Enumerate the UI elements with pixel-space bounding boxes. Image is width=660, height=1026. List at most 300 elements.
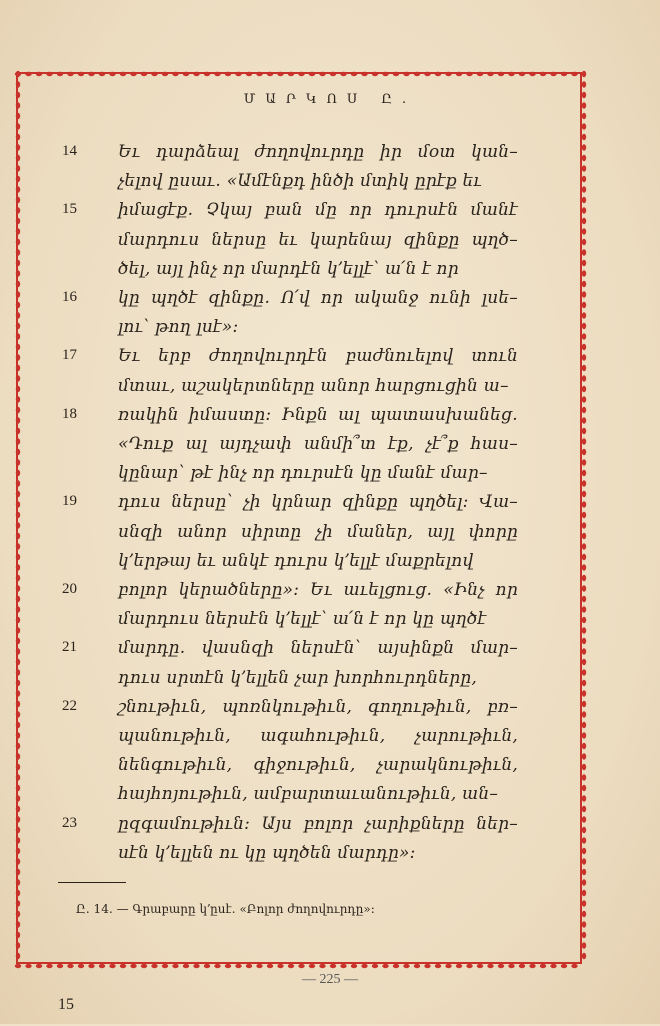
border-ornament-right — [582, 690, 586, 696]
border-ornament-bottom — [477, 964, 483, 968]
border-ornament-top — [78, 72, 84, 76]
border-ornament-right — [582, 564, 586, 570]
border-ornament-left — [16, 228, 20, 234]
verse-line: կընար՝ թէ ինչ որ դուրսէն կը մանէ մար– — [118, 463, 488, 484]
border-ornament-left — [16, 375, 20, 381]
border-ornament-top — [120, 72, 126, 76]
border-ornament-left — [16, 900, 20, 906]
border-ornament-left — [16, 365, 20, 371]
border-ornament-right — [582, 113, 586, 119]
border-ornament-top — [183, 72, 189, 76]
border-ornament-right — [582, 470, 586, 476]
border-ornament-left — [16, 417, 20, 423]
border-ornament-bottom — [277, 964, 283, 968]
border-ornament-bottom — [151, 964, 157, 968]
verse-number: 14 — [62, 143, 77, 159]
border-ornament-bottom — [571, 964, 577, 968]
border-ornament-left — [16, 123, 20, 129]
border-ornament-left — [16, 879, 20, 885]
border-ornament-right — [582, 617, 586, 623]
border-ornament-left — [16, 501, 20, 507]
border-ornament-top — [382, 72, 388, 76]
border-ornament-bottom — [67, 964, 73, 968]
verse-line: սէն կ՚ելլեն ու կը պղծեն մարդը»։ — [118, 842, 416, 863]
border-ornament-left — [16, 270, 20, 276]
border-ornament-left — [16, 144, 20, 150]
border-ornament-bottom — [256, 964, 262, 968]
verse-line: շնութիւն, պոռնկութիւն, գողութիւն, բռ– — [118, 696, 518, 717]
border-ornament-bottom — [88, 964, 94, 968]
border-ornament-left — [16, 344, 20, 350]
border-ornament-top — [130, 72, 136, 76]
border-ornament-right — [582, 543, 586, 549]
border-ornament-left — [16, 386, 20, 392]
border-ornament-bottom — [225, 964, 231, 968]
border-ornament-right — [582, 858, 586, 864]
verse-line: Եւ դարձեալ ժողովուրդը իր մօտ կան– — [118, 142, 518, 162]
verse-line: ռակին իմաստը։ Ինքն ալ պատասխանեց․ — [118, 404, 518, 425]
border-ornament-left — [16, 522, 20, 528]
border-ornament-right — [582, 837, 586, 843]
verse-line: ըզգամութիւն։ Այս բոլոր չարիքները ներ– — [118, 813, 518, 834]
border-ornament-bottom — [529, 964, 535, 968]
border-ornament-right — [582, 249, 586, 255]
border-ornament-bottom — [36, 964, 42, 968]
border-ornament-left — [16, 669, 20, 675]
chapter-title: ՄԱՐԿՈՍ Ը․ — [243, 92, 417, 107]
border-ornament-right — [582, 239, 586, 245]
verse-line: դուս ներսը՝ չի կրնար զինքը պղծել։ Վա– — [118, 492, 518, 513]
border-ornament-bottom — [435, 964, 441, 968]
border-ornament-top — [466, 72, 472, 76]
border-ornament-right — [582, 312, 586, 318]
border-ornament-left — [16, 837, 20, 843]
border-ornament-right — [582, 144, 586, 150]
border-ornament-left — [16, 848, 20, 854]
border-ornament-bottom — [15, 964, 21, 968]
border-ornament-bottom — [330, 964, 336, 968]
border-ornament-left — [16, 407, 20, 413]
border-ornament-left — [16, 81, 20, 87]
border-ornament-right — [582, 533, 586, 539]
verse-line: հայհոյութիւն, ամբարտաւանութիւն, ան– — [118, 784, 499, 805]
border-ornament-right — [582, 323, 586, 329]
border-ornament-left — [16, 176, 20, 182]
border-ornament-top — [319, 72, 325, 76]
border-ornament-bottom — [57, 964, 63, 968]
border-ornament-left — [16, 480, 20, 486]
border-ornament-right — [582, 270, 586, 276]
border-ornament-top — [414, 72, 420, 76]
footnote: Ը․ 14․ — Գրաբարը կ՚ըսէ․ «Բոլոր ժողովուրդը»։ — [76, 902, 375, 916]
verse-line: մարդուս ներսէն կ՚ելլէ՝ ա՛ն է որ կը պղծէ — [118, 609, 487, 630]
border-ornament-right — [582, 134, 586, 140]
verse-number: 15 — [62, 201, 77, 218]
border-ornament-bottom — [550, 964, 556, 968]
border-ornament-bottom — [498, 964, 504, 968]
border-ornament-top — [193, 72, 199, 76]
border-ornament-right — [582, 774, 586, 780]
border-ornament-bottom — [193, 964, 199, 968]
border-ornament-left — [16, 197, 20, 203]
border-ornament-right — [582, 827, 586, 833]
border-ornament-right — [582, 554, 586, 560]
border-ornament-left — [16, 795, 20, 801]
border-ornament-left — [16, 764, 20, 770]
border-ornament-right — [582, 344, 586, 350]
border-ornament-top — [141, 72, 147, 76]
border-ornament-top — [172, 72, 178, 76]
border-ornament-bottom — [319, 964, 325, 968]
border-ornament-left — [16, 396, 20, 402]
border-ornament-left — [16, 722, 20, 728]
border-ornament-right — [582, 585, 586, 591]
verse-line: մարդուս ներսը եւ կարենայ զինքը պղծ– — [118, 229, 518, 250]
border-ornament-bottom — [456, 964, 462, 968]
border-ornament-bottom — [351, 964, 357, 968]
border-ornament-bottom — [403, 964, 409, 968]
border-ornament-bottom — [183, 964, 189, 968]
border-ornament-top — [225, 72, 231, 76]
border-ornament-top — [372, 72, 378, 76]
border-ornament-left — [16, 323, 20, 329]
border-ornament-bottom — [214, 964, 220, 968]
border-ornament-left — [16, 113, 20, 119]
border-ornament-right — [582, 795, 586, 801]
border-ornament-top — [298, 72, 304, 76]
border-ornament-top — [424, 72, 430, 76]
verse-line: իմացէք․ Չկայ բան մը որ դուրսէն մանէ — [118, 200, 518, 221]
border-ornament-right — [582, 365, 586, 371]
border-ornament-top — [288, 72, 294, 76]
border-ornament-top — [256, 72, 262, 76]
border-ornament-left — [16, 743, 20, 749]
border-ornament-bottom — [204, 964, 210, 968]
border-ornament-right — [582, 281, 586, 287]
border-ornament-right — [582, 711, 586, 717]
verse-line: չելով ըսաւ․ «Ամէնքդ ինծի մտիկ ըրէք եւ — [118, 171, 482, 192]
border-ornament-bottom — [99, 964, 105, 968]
verse-line: մտաւ, աշակերտները անոր հարցուցին ա– — [118, 375, 509, 396]
verse-line: «Դուք ալ այդչափ անմի՞տ էք, չէ՞ք հաս– — [118, 434, 518, 454]
border-ornament-top — [435, 72, 441, 76]
border-ornament-left — [16, 827, 20, 833]
border-ornament-right — [582, 911, 586, 917]
border-ornament-bottom — [466, 964, 472, 968]
border-ornament-right — [582, 942, 586, 948]
border-ornament-right — [582, 228, 586, 234]
border-ornament-right — [582, 491, 586, 497]
border-ornament-right — [582, 354, 586, 360]
border-ornament-left — [16, 239, 20, 245]
border-ornament-bottom — [25, 964, 31, 968]
border-ornament-right — [582, 428, 586, 434]
border-ornament-right — [582, 764, 586, 770]
border-ornament-left — [16, 218, 20, 224]
border-ornament-left — [16, 690, 20, 696]
border-ornament-left — [16, 354, 20, 360]
border-ornament-right — [582, 291, 586, 297]
border-ornament-right — [582, 71, 586, 77]
border-ornament-left — [16, 680, 20, 686]
border-ornament-left — [16, 165, 20, 171]
border-ornament-right — [582, 669, 586, 675]
border-ornament-left — [16, 134, 20, 140]
border-ornament-top — [340, 72, 346, 76]
border-ornament-right — [582, 522, 586, 528]
footnote-rule — [58, 882, 126, 883]
border-ornament-right — [582, 596, 586, 602]
border-ornament-left — [16, 701, 20, 707]
border-ornament-top — [88, 72, 94, 76]
border-ornament-bottom — [382, 964, 388, 968]
verse-line: նենգութիւն, գիջութիւն, չարակնութիւն, — [118, 755, 518, 776]
border-ornament-right — [582, 123, 586, 129]
border-ornament-bottom — [309, 964, 315, 968]
border-ornament-top — [277, 72, 283, 76]
border-ornament-top — [246, 72, 252, 76]
border-ornament-top — [46, 72, 52, 76]
border-ornament-top — [487, 72, 493, 76]
border-ornament-left — [16, 911, 20, 917]
border-ornament-left — [16, 249, 20, 255]
border-ornament-left — [16, 459, 20, 465]
border-ornament-top — [571, 72, 577, 76]
border-ornament-left — [16, 281, 20, 287]
border-ornament-right — [582, 659, 586, 665]
border-ornament-top — [361, 72, 367, 76]
border-ornament-top — [214, 72, 220, 76]
border-ornament-left — [16, 617, 20, 623]
border-ornament-left — [16, 890, 20, 896]
verse-line: բոլոր կերածները»։ Եւ աւելցուց․ «Ինչ որ — [118, 580, 518, 600]
border-ornament-top — [204, 72, 210, 76]
border-ornament-right — [582, 512, 586, 518]
border-ornament-right — [582, 869, 586, 875]
border-ornament-left — [16, 575, 20, 581]
border-ornament-right — [582, 449, 586, 455]
border-ornament-left — [16, 785, 20, 791]
border-ornament-left — [16, 753, 20, 759]
border-ornament-right — [582, 648, 586, 654]
border-ornament-right — [582, 953, 586, 959]
border-ornament-left — [16, 806, 20, 812]
border-ornament-bottom — [288, 964, 294, 968]
border-ornament-bottom — [393, 964, 399, 968]
verse-number: 20 — [62, 581, 77, 597]
border-ornament-right — [582, 722, 586, 728]
verse-line: կը պղծէ զինքը․ Ո՛վ որ ականջ ունի լսե– — [118, 288, 518, 308]
verse-number: 16 — [62, 289, 77, 305]
border-ornament-right — [582, 806, 586, 812]
border-ornament-bottom — [361, 964, 367, 968]
border-ornament-top — [445, 72, 451, 76]
signature-number: 15 — [58, 996, 74, 1013]
border-ornament-bottom — [246, 964, 252, 968]
border-ornament-right — [582, 207, 586, 213]
border-ornament-top — [267, 72, 273, 76]
border-ornament-right — [582, 890, 586, 896]
border-ornament-right — [582, 260, 586, 266]
border-ornament-left — [16, 921, 20, 927]
border-ornament-left — [16, 596, 20, 602]
border-ornament-right — [582, 732, 586, 738]
border-ornament-top — [540, 72, 546, 76]
border-ornament-right — [582, 333, 586, 339]
border-ornament-right — [582, 743, 586, 749]
border-ornament-left — [16, 648, 20, 654]
border-ornament-bottom — [172, 964, 178, 968]
border-ornament-bottom — [414, 964, 420, 968]
border-ornament-left — [16, 554, 20, 560]
border-ornament-left — [16, 512, 20, 518]
border-ornament-right — [582, 197, 586, 203]
border-ornament-right — [582, 785, 586, 791]
border-ornament-bottom — [109, 964, 115, 968]
border-ornament-bottom — [372, 964, 378, 968]
verse-line: դուս սրտէն կ՚ելլեն չար խորհուրդները, — [118, 667, 477, 688]
border-ornament-right — [582, 501, 586, 507]
border-ornament-left — [16, 627, 20, 633]
border-ornament-top — [25, 72, 31, 76]
verse-line: կ՚երթայ եւ անկէ դուրս կ՚ելլէ մաքրելով — [118, 550, 474, 571]
border-ornament-right — [582, 417, 586, 423]
border-ornament-left — [16, 291, 20, 297]
border-ornament-left — [16, 564, 20, 570]
border-ornament-right — [582, 81, 586, 87]
border-ornament-top — [330, 72, 336, 76]
border-ornament-right — [582, 701, 586, 707]
border-ornament-left — [16, 71, 20, 77]
border-ornament-top — [36, 72, 42, 76]
border-ornament-left — [16, 491, 20, 497]
border-ornament-left — [16, 774, 20, 780]
border-ornament-bottom — [561, 964, 567, 968]
border-ornament-bottom — [508, 964, 514, 968]
border-ornament-right — [582, 186, 586, 192]
border-ornament-right — [582, 606, 586, 612]
border-ornament-right — [582, 921, 586, 927]
border-ornament-left — [16, 438, 20, 444]
border-ornament-top — [351, 72, 357, 76]
border-ornament-bottom — [130, 964, 136, 968]
border-ornament-right — [582, 480, 586, 486]
border-ornament-bottom — [267, 964, 273, 968]
verse-number: 21 — [62, 639, 77, 656]
border-ornament-bottom — [162, 964, 168, 968]
border-ornament-right — [582, 848, 586, 854]
verse-number: 23 — [62, 814, 77, 831]
verse-number: 17 — [62, 347, 77, 364]
border-ornament-right — [582, 165, 586, 171]
border-ornament-left — [16, 711, 20, 717]
border-ornament-left — [16, 659, 20, 665]
border-ornament-left — [16, 732, 20, 738]
border-ornament-left — [16, 869, 20, 875]
verse-line: մարդը․ վասնզի ներսէն՝ այսինքն մար– — [118, 638, 518, 659]
border-ornament-left — [16, 312, 20, 318]
border-ornament-right — [582, 302, 586, 308]
border-ornament-bottom — [78, 964, 84, 968]
page-number: — 225 — — [302, 972, 358, 987]
border-ornament-top — [57, 72, 63, 76]
border-ornament-right — [582, 438, 586, 444]
border-ornament-top — [151, 72, 157, 76]
verse-number: 18 — [62, 405, 77, 422]
border-ornament-right — [582, 932, 586, 938]
border-ornament-right — [582, 627, 586, 633]
border-ornament-left — [16, 543, 20, 549]
border-ornament-top — [309, 72, 315, 76]
border-ornament-left — [16, 186, 20, 192]
border-ornament-top — [235, 72, 241, 76]
border-ornament-bottom — [46, 964, 52, 968]
border-ornament-right — [582, 396, 586, 402]
border-ornament-bottom — [424, 964, 430, 968]
border-ornament-left — [16, 207, 20, 213]
border-ornament-top — [99, 72, 105, 76]
border-ornament-top — [519, 72, 525, 76]
border-ornament-right — [582, 816, 586, 822]
border-ornament-left — [16, 155, 20, 161]
border-ornament-right — [582, 459, 586, 465]
verse-line: լու՝ թող լսէ»։ — [118, 317, 239, 338]
border-ornament-left — [16, 953, 20, 959]
border-ornament-top — [561, 72, 567, 76]
border-ornament-top — [529, 72, 535, 76]
border-ornament-left — [16, 533, 20, 539]
border-ornament-right — [582, 638, 586, 644]
border-ornament-right — [582, 879, 586, 885]
border-ornament-right — [582, 575, 586, 581]
verse-number: 22 — [62, 697, 77, 714]
border-ornament-right — [582, 386, 586, 392]
border-ornament-left — [16, 942, 20, 948]
border-ornament-right — [582, 176, 586, 182]
verse-line: պանութիւն, ագահութիւն, չարութիւն, — [118, 726, 518, 746]
border-ornament-left — [16, 585, 20, 591]
border-ornament-bottom — [340, 964, 346, 968]
border-ornament-top — [162, 72, 168, 76]
border-ornament-bottom — [445, 964, 451, 968]
border-ornament-left — [16, 858, 20, 864]
border-ornament-left — [16, 816, 20, 822]
border-ornament-left — [16, 470, 20, 476]
border-ornament-top — [403, 72, 409, 76]
border-ornament-left — [16, 638, 20, 644]
verse-line: Եւ երբ ժողովուրդէն բաժնուելով տուն — [118, 346, 518, 367]
border-ornament-left — [16, 260, 20, 266]
border-ornament-right — [582, 218, 586, 224]
border-ornament-bottom — [141, 964, 147, 968]
border-ornament-right — [582, 753, 586, 759]
verse-line: սնզի անոր սիրտը չի մաներ, այլ փորը — [118, 521, 518, 542]
border-ornament-bottom — [235, 964, 241, 968]
border-ornament-left — [16, 302, 20, 308]
border-ornament-left — [16, 932, 20, 938]
border-ornament-top — [393, 72, 399, 76]
border-ornament-right — [582, 155, 586, 161]
border-ornament-top — [508, 72, 514, 76]
border-ornament-top — [477, 72, 483, 76]
border-ornament-top — [550, 72, 556, 76]
border-ornament-top — [498, 72, 504, 76]
verse-number: 19 — [62, 493, 77, 510]
border-ornament-top — [456, 72, 462, 76]
border-ornament-right — [582, 407, 586, 413]
border-ornament-bottom — [519, 964, 525, 968]
border-ornament-right — [582, 680, 586, 686]
